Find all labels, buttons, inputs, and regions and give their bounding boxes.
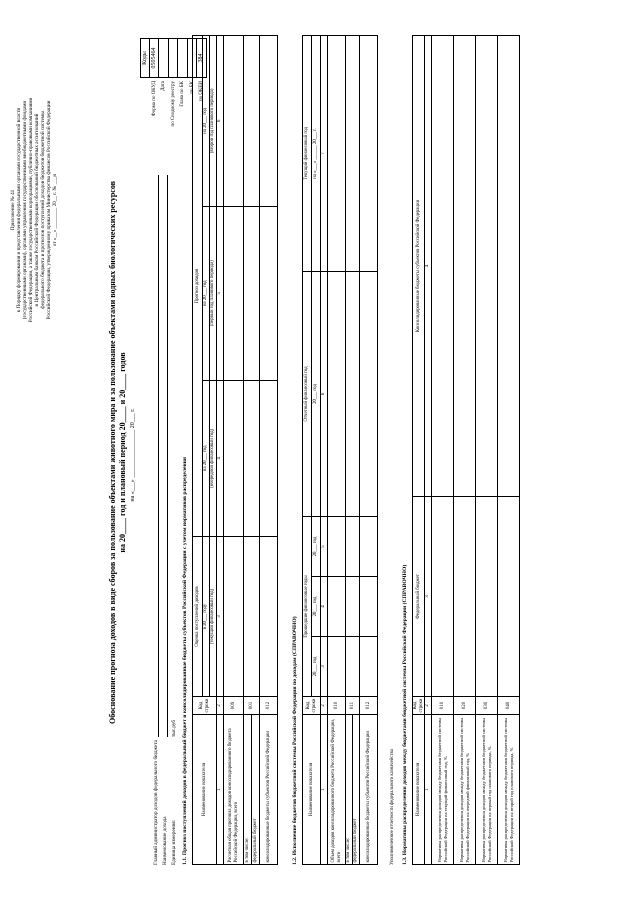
col-num: 2 [321, 697, 328, 715]
section-1-3-title: 1.3. Нормативы распределения доходов между бюджетами бюджетной системы Российской Федерации (СПРАВОЧНО) [402, 564, 408, 865]
cell[interactable] [346, 271, 360, 516]
th-code: Код строки [193, 697, 217, 715]
code-label: Форма по ОКУД [151, 81, 157, 117]
cell[interactable] [244, 36, 260, 207]
row-code: 030 [476, 697, 498, 715]
cell[interactable] [360, 577, 378, 637]
cell[interactable] [346, 517, 360, 577]
row-code: 012 [360, 697, 378, 715]
row-name: Расчетная общая прогноза доходов консолидированного бюджета Российской Федерации, всего [224, 715, 244, 865]
cell[interactable] [360, 36, 378, 272]
row-name: федеральный бюджет [252, 715, 260, 865]
th-est-sub: (текущий финансовый год) [210, 537, 217, 697]
cell[interactable] [346, 577, 360, 637]
cell[interactable] [244, 380, 260, 536]
col-num: 1 [321, 715, 328, 865]
th-name: Наименование показателя [303, 715, 321, 865]
col-num: 5 [217, 206, 224, 380]
row-code: 010 [328, 697, 346, 715]
cell[interactable] [328, 36, 346, 272]
cell[interactable] [328, 637, 346, 697]
col-num: 7 [321, 36, 328, 272]
col-num: 6 [321, 271, 328, 516]
table-1-2-note: Уполномоченное отчетности федерального казначейства [390, 749, 395, 865]
cell[interactable] [498, 497, 520, 697]
code-label: Дата [161, 81, 167, 91]
row-code: 012 [260, 697, 278, 715]
row-code: 009 [224, 697, 244, 715]
col-num: 2 [217, 697, 224, 715]
appendix-line: Российской Федерации, утвержденному приказом Министерства финансов Российской Федерации [46, 100, 52, 320]
cell[interactable] [432, 36, 454, 497]
cell[interactable] [454, 36, 476, 497]
th-current-1: на «___» ______ 20___ г. [312, 36, 321, 272]
col-num: 6 [217, 36, 224, 207]
row-code: 040 [498, 697, 520, 715]
col-num: 1 [425, 715, 432, 865]
cell[interactable] [328, 577, 346, 637]
th-estimate: Оценка поступлений доходов [193, 537, 203, 697]
appendix-line: Российской Федерации, а также государственными корпорациями, публично-правовыми компаниями [28, 97, 34, 323]
col-num: 4 [217, 380, 224, 536]
row-name: Объем доходов консолидированного бюджета Российской Федерации, всего [328, 715, 346, 865]
cell[interactable] [328, 271, 346, 516]
col-num: 3 [321, 637, 328, 697]
appendix-line: и Центральным банком Российской Федерации обоснований бюджетных ассигнований [34, 113, 40, 307]
th-code: Код строки [413, 697, 425, 715]
cell[interactable] [454, 497, 476, 697]
row-code: 020 [454, 697, 476, 715]
code-value: 0505464 [150, 38, 160, 78]
row-code: 010 [432, 697, 454, 715]
cell[interactable] [224, 206, 244, 380]
table-1-1 [189, 35, 278, 865]
cell[interactable] [328, 517, 346, 577]
th-y2-sub: (первый год планового периода) [210, 206, 217, 380]
income-label: Наименование дохода [162, 816, 168, 865]
appendix-line: федерального бюджета и прогнозов поступлений доходов бюджетов бюджетной системы [40, 111, 46, 309]
cell[interactable] [224, 36, 244, 207]
cell[interactable] [346, 637, 360, 697]
row-code: 011 [346, 697, 360, 715]
document-title [108, 40, 128, 865]
th-y2: на 20___ год [203, 206, 210, 380]
admin-label: Главный администратор доходов федерального бюджета [153, 740, 159, 865]
th-forecast: Прогноз доходов [193, 36, 203, 537]
code-value: 384 [197, 38, 207, 78]
th-federal: Федеральный бюджет [413, 497, 425, 697]
code-label: по БК [189, 81, 195, 94]
cell[interactable] [260, 380, 278, 536]
row-code: 001 [244, 697, 260, 715]
th-y3-sub: (второй год планового периода) [210, 36, 217, 207]
col-num: 1 [217, 715, 224, 865]
th-est-year: в 20___ году [203, 537, 210, 697]
th-name: Наименование показателя [413, 715, 425, 865]
th-report-year: Отчетный финансовый год [303, 271, 312, 516]
th-prev-3: 20___ год [312, 517, 321, 577]
table-1-3 [412, 35, 520, 865]
row-name: консолидированные бюджеты субъектов Российской Федерации [360, 715, 378, 865]
title-line-2: на 20____ год и плановый период 20____ и 20____ годов [118, 352, 127, 553]
row-name: федеральный бюджет [353, 715, 360, 865]
cell[interactable] [346, 36, 360, 272]
table-1-2 [302, 35, 378, 865]
appendix-line: к Порядку формирования и представления федеральными органами государственной власти [16, 107, 22, 313]
th-name: Наименование показателя [193, 715, 217, 865]
cell[interactable] [244, 537, 260, 697]
row-name: в том числе: [346, 715, 353, 865]
th-y3: на 20___ год [203, 36, 210, 207]
section-1-1-title: 1.1. Прогноз поступлений доходов в федеральный бюджет и консолидированные бюджеты субъектов Российской Федерации с учетом нормативов распределения [182, 457, 188, 865]
codes-header: Коды [140, 38, 150, 78]
cell[interactable] [260, 206, 278, 380]
unit-label: Единица измерения: [171, 819, 177, 865]
report-date: на «___» ________________ 20___ г. [130, 408, 136, 502]
appendix-line: (государственными органами), органами управления государственными внебюджетными фондами [22, 100, 28, 320]
admin-field[interactable] [152, 175, 159, 737]
th-code: Код строки [303, 697, 321, 715]
cell[interactable] [476, 497, 498, 697]
cell[interactable] [360, 517, 378, 577]
th-prev-1: 20___ год [312, 637, 321, 697]
unit-value: тыс.руб [171, 719, 177, 737]
th-y1: на 20___ год [203, 380, 210, 536]
title-line-1: Обоснование прогноза доходов в виде сборов за пользование объектами животного мира и за пользование объектами водных биологических ресурсов [108, 181, 117, 724]
header-fields [150, 165, 177, 865]
appendix-line: от «__» ________ 20__ г. № ___н [52, 173, 58, 247]
cell[interactable] [260, 537, 278, 697]
th-prev-years: Прошедшие финансовые годы [303, 517, 312, 697]
appendix-note [10, 55, 58, 365]
section-1-2-title: 1.2. Исполнение бюджетов бюджетной системы Российской Федерации по доходам (СПРАВОЧНО) [292, 616, 298, 865]
cell[interactable] [360, 637, 378, 697]
row-name: Нормативы распределения доходов между бюджетами бюджетной системы Российской Федерации на первый год планового периода, % [476, 715, 498, 865]
row-name: консолидированные бюджеты субъектов Российской Федерации [260, 715, 278, 865]
th-report-1: 20___ год [312, 271, 321, 516]
th-prev-2: 20___ год [312, 577, 321, 637]
col-num: 4 [425, 36, 432, 497]
row-name: Нормативы распределения доходов между бюджетами бюджетной системы Российской Федерации на очередной финансовый год, % [454, 715, 476, 865]
cell[interactable] [260, 36, 278, 207]
th-regional: Консолидированные бюджеты субъектов Российской Федерации [413, 36, 425, 497]
row-name: Нормативы распределения доходов между бюджетами бюджетной системы Российской Федерации на текущий финансовый год, % [432, 715, 454, 865]
row-name: в том числе: [244, 715, 252, 865]
th-y1-sub: (очередной финансовый год) [210, 380, 217, 536]
cell[interactable] [432, 497, 454, 697]
col-num: 3 [217, 537, 224, 697]
cell[interactable] [224, 537, 244, 697]
cell[interactable] [224, 380, 244, 536]
row-name: Нормативы распределения доходов между бюджетами бюджетной системы Российской Федерации на второй год планового периода, % [498, 715, 520, 865]
code-value [159, 38, 169, 78]
cell[interactable] [244, 206, 260, 380]
appendix-line: Приложение № 41 [10, 189, 16, 231]
col-num: 4 [321, 577, 328, 637]
cell[interactable] [360, 271, 378, 516]
code-label: Глава по БК [180, 81, 186, 107]
cell[interactable] [476, 36, 498, 497]
col-num: 5 [321, 517, 328, 577]
code-label: по ОКЕИ [199, 81, 205, 102]
code-value [178, 38, 188, 78]
col-num: 2 [425, 697, 432, 715]
income-field[interactable] [161, 175, 168, 737]
cell[interactable] [498, 36, 520, 497]
col-num: 3 [425, 497, 432, 697]
code-value [169, 38, 179, 78]
th-current-year: Текущий финансовый год [303, 36, 312, 272]
code-label: по Сводному реестру [170, 81, 176, 127]
